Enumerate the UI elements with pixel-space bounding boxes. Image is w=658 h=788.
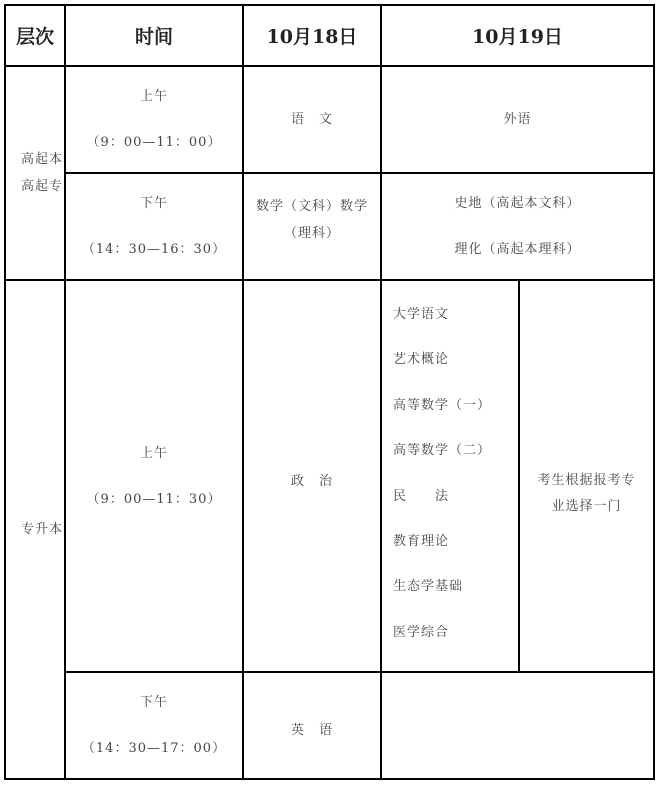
subject-item: 教育理论 xyxy=(393,533,450,549)
subject-item: 民 法 xyxy=(393,488,450,504)
subject-item: 高等数学（二） xyxy=(393,443,492,459)
day1-subject xyxy=(244,174,380,266)
subject-line: 数学（文科）数学 xyxy=(255,199,368,214)
level-zsb xyxy=(6,281,64,778)
day1-subject: 语 文 xyxy=(290,112,333,127)
time-range: （9：00—11：00） xyxy=(86,135,222,150)
day2-subject-empty xyxy=(382,673,653,778)
header-day2: 10月19日 xyxy=(472,26,563,48)
subject-line: 史地（高起本文科） xyxy=(454,196,581,211)
subject-line: 理化（高起本理科） xyxy=(454,242,581,257)
level-line: 专升本 xyxy=(21,522,64,537)
time-range: （9：00—11：30） xyxy=(86,491,222,507)
time-range: （14：30—16：30） xyxy=(81,242,227,257)
subject-item: 大学语文 xyxy=(393,307,450,322)
day2-subject xyxy=(382,174,653,279)
header-level: 层次 xyxy=(15,26,54,48)
subject-item: 艺术概论 xyxy=(393,352,450,368)
session-time xyxy=(66,174,242,279)
level-gqb-gqz xyxy=(6,67,64,279)
session-time xyxy=(66,673,242,778)
session-time xyxy=(66,67,242,172)
time-range: （14：30—17：00） xyxy=(81,741,227,756)
period-label: 下午 xyxy=(139,196,168,211)
subject-item: 医学综合 xyxy=(393,624,450,640)
level-line: 高起专 xyxy=(21,179,64,194)
subject-line: （理科） xyxy=(283,226,340,241)
header-time: 时间 xyxy=(134,26,173,48)
table-border-right xyxy=(653,4,655,780)
day1-subject: 英 语 xyxy=(290,723,333,738)
header-day1: 10月18日 xyxy=(266,26,358,48)
subject-item: 生态学基础 xyxy=(393,579,464,595)
day2-note: 考生根据报考专业选择一门 xyxy=(537,473,636,514)
subject-item: 高等数学（一） xyxy=(393,397,492,413)
session-time xyxy=(66,281,242,671)
day2-subject-list xyxy=(382,281,518,671)
period-label: 下午 xyxy=(139,695,168,710)
day2-note-cell xyxy=(520,281,653,707)
day1-subject: 政 治 xyxy=(290,473,333,489)
period-label: 上午 xyxy=(139,89,168,104)
period-label: 上午 xyxy=(139,445,168,461)
level-line: 高起本 xyxy=(21,152,64,167)
day2-subject: 外语 xyxy=(503,112,532,127)
